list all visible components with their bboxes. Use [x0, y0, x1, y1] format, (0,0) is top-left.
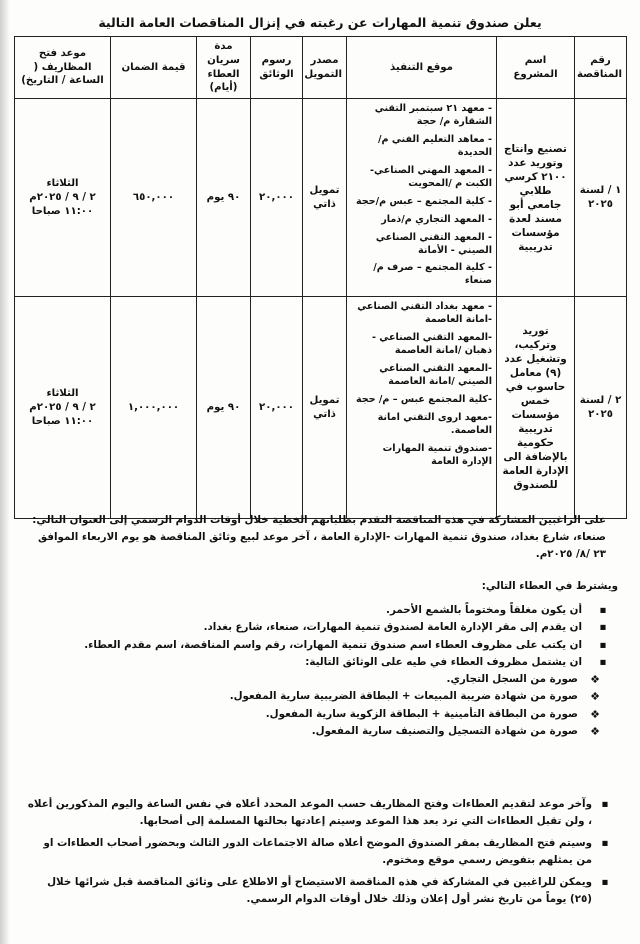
location-line: -المعهد التقني الصناعي - ذهبان /امانة العاصمة: [371, 332, 492, 357]
tenders-table: [14, 36, 627, 519]
project-name-cell: تصنيع وانتاج وتوريد عدد ٢١٠٠ كرسي طلابي جامعي أبو مسند لعدة مؤسسات تدريبية: [497, 99, 575, 297]
table-row: [15, 99, 627, 297]
location-line: - المعهد التقني الصناعي الصيني - الأمانة: [375, 231, 492, 256]
list-item: [30, 671, 610, 688]
tender-number-cell: ٢ / لسنة ٢٠٢٥: [575, 297, 627, 519]
list-item: [30, 619, 610, 636]
diamond-bullet-icon: ❖: [590, 673, 600, 687]
scan-edge-shadow: [0, 0, 10, 944]
opening-day: الثلاثاء: [46, 178, 79, 190]
header-location: موقع التنفيذ: [347, 37, 497, 99]
list-item: [26, 874, 614, 907]
conditions-title: ويشترط في العطاء التالي:: [481, 580, 618, 592]
list-item: [26, 835, 614, 868]
opening-date-cell: [15, 297, 111, 519]
list-item: [30, 637, 610, 654]
intro-line: ٢٣ /٨/ ٢٠٢٥م.: [535, 548, 606, 560]
document-text: صورة من شهادة التسجيل والتصنيف سارية المفعول.: [311, 725, 578, 738]
table-row: [15, 297, 627, 519]
location-line: - المعهد التجاري م/ذمار: [381, 213, 492, 225]
document-text: صورة من البطاقة التأمينية + البطاقة الزكوية سارية المفعول.: [265, 707, 578, 720]
list-item: [30, 688, 610, 705]
square-bullet-icon: ▪: [599, 604, 607, 616]
opening-date-cell: [15, 99, 111, 297]
announcement-title: يعلن صندوق تنمية المهارات عن رغبته في إنزال المناقصات العامة التالية: [98, 15, 542, 30]
list-item: [30, 654, 610, 671]
header-project-name: اسم المشروع: [497, 37, 575, 99]
guarantee-cell: ٦٥٠,٠٠٠: [111, 99, 197, 297]
list-item: [30, 706, 610, 723]
final-notes-list: [26, 796, 614, 913]
location-line: - كلية المجتمع – عبس م/حجة: [355, 195, 492, 207]
intro-line: على الراغبين المشاركة في هذه المناقصة التقدم بطلباتهم الخطية خلال أوقات الدوام الرسمي إلى العنوان التالي:: [32, 514, 606, 526]
square-bullet-icon: ▪: [601, 876, 609, 888]
tender-number-cell: ١ / لسنة ٢٠٢٥: [575, 99, 627, 297]
conditions-list: [30, 602, 610, 740]
list-item: [30, 602, 610, 619]
location-cell: [347, 297, 497, 519]
table-header-row: [15, 37, 627, 99]
validity-cell: ٩٠ يوم: [197, 297, 251, 519]
header-bid-validity: مدة سريان العطاء (أيام): [197, 37, 251, 99]
condition-text: أن يكون مغلقاً ومختوماً بالشمع الأحمر.: [386, 604, 582, 616]
condition-text: ان يقدم إلى مقر الإدارة العامة لصندوق تنمية المهارات، صنعاء، شارع بغداد.: [203, 621, 582, 634]
square-bullet-icon: ▪: [599, 621, 607, 634]
list-item: [26, 796, 614, 829]
opening-date: ٢ / ٩ / ٢٠٢٥م: [29, 401, 96, 413]
guarantee-cell: ١,٠٠٠,٠٠٠: [111, 297, 197, 519]
square-bullet-icon: ▪: [599, 655, 607, 668]
condition-text: ان يكتب على مظروف العطاء اسم صندوق تنمية المهارات، رقم واسم المناقصة، اسم مقدم العطاء.: [84, 638, 582, 651]
location-line: -كلية المجتمع عبس – م/ حجة: [355, 393, 492, 405]
location-line: -معهد اروى التقني امانة العاصمة.: [377, 411, 492, 436]
condition-text: ان يشتمل مظروف العطاء في طيه على الوثائق التالية:: [305, 655, 582, 668]
document-text: صورة من شهادة ضريبة المبيعات + البطاقة الضريبية سارية المفعول.: [229, 690, 578, 703]
diamond-bullet-icon: ❖: [590, 725, 600, 739]
project-name-cell: توريد وتركيب، وتشغيل عدد (٩) معامل حاسوب في خمس مؤسسات تدريبية حكومية بالإضافة الى الإدارة العامة للصندوق: [497, 297, 575, 519]
location-line: -المعهد التقني الصناعي الصيني /امانة العاصمة: [379, 363, 492, 387]
note-text: وسيتم فتح المظاريف بمقر الصندوق الموضح أعلاه صالة الاجتماعات الدور الثالث وبحضور أصحاب العطاءات او من يمثلهم بتفويض رسمي موقع ومختوم.: [43, 837, 592, 866]
opening-time: ١١:٠٠ صباحا: [31, 415, 94, 427]
opening-time: ١١:٠٠ صباحا: [31, 205, 94, 217]
square-bullet-icon: ▪: [601, 837, 609, 849]
header-guarantee-value: قيمة الضمان: [111, 37, 197, 99]
note-text: وآخر موعد لتقديم العطاءات وفتح المظاريف حسب الموعد المحدد أعلاه في نفس الساعة واليوم المذكورين أعلاه ، ولن تقبل العطاءات التي ترد بعد هذا الموعد وسيتم إعادتها بحالتها المسلمة إلى أصحابها.: [27, 798, 592, 827]
intro-line: صنعاء، شارع بغداد، صندوق تنمية المهارات -الإدارة العامة ، آخر موعد لبيع وثائق المناقصة هو يوم الاربعاء الموافق: [37, 531, 606, 543]
location-line: -صندوق تنمية المهارات الإدارة العامة: [382, 442, 492, 467]
funding-cell: تمويل ذاتي: [303, 297, 347, 519]
square-bullet-icon: ▪: [601, 798, 609, 810]
location-line: - معهد ٢١ سبتمبر التقني الشقارة م/ حجة: [374, 103, 492, 127]
header-funding-source: مصدر التمويل: [303, 37, 347, 99]
diamond-bullet-icon: ❖: [590, 690, 600, 704]
square-bullet-icon: ▪: [599, 638, 607, 651]
validity-cell: ٩٠ يوم: [197, 99, 251, 297]
header-opening-date: موعد فتح المظاريف ( الساعة / التاريخ): [15, 37, 111, 99]
location-cell: [347, 99, 497, 297]
location-line: - المعهد المهني الصناعي-الكبت م /المحويت: [370, 164, 492, 189]
list-item: [30, 723, 610, 740]
opening-date: ٢ / ٩ / ٢٠٢٥م: [29, 191, 96, 203]
fees-cell: ٢٠,٠٠٠: [251, 99, 303, 297]
note-text: ويمكن للراغبين في المشاركة في هذه المناقصة الاستيضاح أو الاطلاع على وثائق المناقصة قبل شرائها خلال (٢٥) يوماً من تاريخ نشر أول إعلان وذلك خلال أوقات الدوام الرسمي.: [47, 876, 592, 905]
diamond-bullet-icon: ❖: [590, 707, 600, 721]
location-line: - معهد بغداد التقني الصناعي -امانة العاصمة: [357, 301, 492, 326]
submission-instructions: [26, 512, 618, 563]
header-document-fees: رسوم الوثائق: [251, 37, 303, 99]
fees-cell: ٢٠,٠٠٠: [251, 297, 303, 519]
funding-cell: تمويل ذاتي: [303, 99, 347, 297]
header-tender-number: رقم المناقصة: [575, 37, 627, 99]
location-line: - كلية المجتمع – صرف م/ صنعاء: [373, 262, 492, 287]
location-line: - معاهد التعليم الفني م/ الحديدة: [377, 133, 492, 158]
opening-day: الثلاثاء: [46, 388, 79, 400]
document-text: صورة من السجل التجاري.: [446, 673, 578, 686]
